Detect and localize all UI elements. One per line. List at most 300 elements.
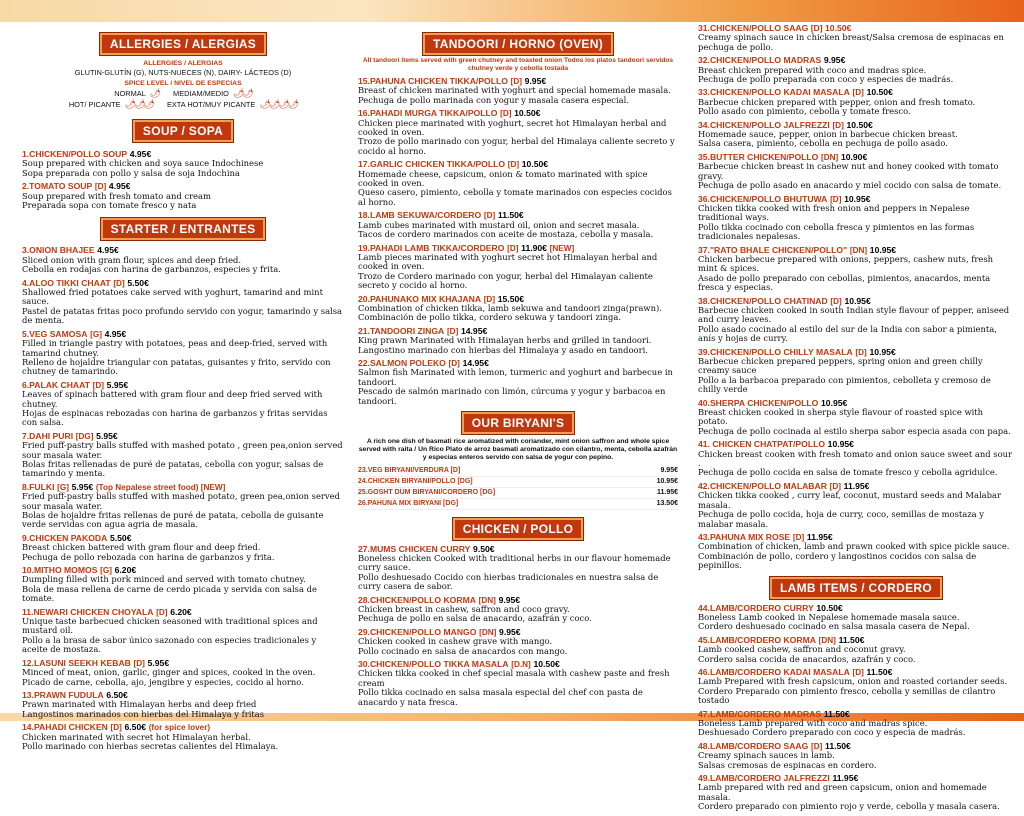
menu-item	[22, 182, 344, 210]
menu-item	[22, 659, 344, 687]
menu-item-desc-en: Boneless chicken Cooked with traditional herbs in our flavour homemade curry sauce.	[358, 553, 671, 573]
menu-item-allergen: [D]	[832, 120, 844, 130]
menu-item-allergen: [D]	[156, 607, 168, 617]
menu-item-desc-en: Filled in triangle pastry with potatoes, peas and deep-fried, served with tamarind chutney.	[22, 338, 328, 358]
biryani-price: 13.50€	[656, 499, 678, 507]
menu-item-name: 14.PAHADI CHICKEN	[22, 722, 108, 733]
menu-item-name: 16.PAHADI MURGA TIKKA/POLLO	[358, 108, 498, 119]
menu-item-price: 14.95€	[460, 325, 488, 336]
menu-item-desc-es: Pechuga de pollo en salsa de anacardo, azafrán y coco.	[358, 613, 592, 624]
menu-item-name: 10.MITHO MOMOS	[22, 565, 98, 576]
menu-item-name: 32.CHICKEN/POLLO MADRAS	[698, 55, 822, 66]
menu-item	[698, 710, 1014, 738]
menu-item-price: 4.95€	[129, 149, 152, 159]
menu-item-allergen: [D]	[510, 77, 522, 86]
menu-item-name: 7.DAHI PURI	[22, 430, 74, 441]
menu-item	[358, 211, 678, 239]
menu-item-desc-en: Chicken tikka cooked in chef special masala with cashew paste and fresh cream	[358, 668, 670, 688]
menu-item-desc-es: Pollo deshuesado Cocido con hierbas tradicionales en nuestra salsa de curry casera de sabor.	[358, 571, 659, 592]
menu-item-name: 40.SHERPA CHICKEN/POLLO	[698, 397, 819, 408]
menu-item-name: 11.NEWARI CHICKEN CHOYALA	[22, 606, 154, 617]
menu-item-desc-es: Cordero salsa cocida de anacardos, azafrán y coco.	[698, 653, 916, 664]
menu-item-desc-es: Queso casero, pimiento, cebolla y tomate marinados con especies cocidos al horno.	[358, 187, 672, 207]
menu-item-price: 5.95€	[71, 481, 94, 492]
menu-item-price: 10.50€	[866, 87, 893, 98]
menu-item	[358, 77, 678, 105]
menu-item-name: 47.LAMB/CORDERO MADRAS	[698, 708, 822, 719]
tandoori-header: TANDOORI / HORNO (OVEN)	[423, 33, 613, 55]
menu-item-desc-en: Fried puff-pastry balls stuffed with mashed potato, green pea,onion served sour masala water.	[22, 491, 340, 511]
chicken-list-middle	[358, 545, 678, 708]
menu-item-name: 4.ALOO TIKKI CHAAT	[22, 277, 111, 288]
menu-item-name: 5.VEG SAMOSA	[22, 328, 88, 339]
menu-item-name: 34.CHICKEN/POLLO JALFREZZI	[698, 119, 830, 130]
menu-item-price: 10.50€	[846, 119, 873, 130]
menu-item-allergen: [D]	[446, 326, 459, 336]
menu-item	[358, 295, 678, 323]
menu-item-name: 28.CHICKEN/POLLO KORMA	[358, 594, 476, 605]
menu-item-name: 43.PAHUNA MIX ROSE	[698, 531, 791, 542]
biryani-name: 26.PAHUNA MIX BIRYANI [DG]	[358, 499, 459, 507]
menu-item-price: 10.50€	[514, 108, 541, 119]
menu-item-desc-es: Bola de masa rellena de carne de cerdo picada y servida con salsa de tomate.	[22, 583, 317, 604]
menu-item-allergen: [D]	[94, 182, 107, 192]
menu-item-price: 9.95€	[823, 55, 846, 66]
spice-medium: MEDIAM/MEDIO	[173, 89, 229, 98]
menu-item-desc-en: Chicken breast in cashew, saffron and coco gravy.	[358, 604, 570, 615]
menu-item-desc-es: Asado de pollo preparado con cebollas, pimientos, anacardos, menta fresca y especias.	[698, 272, 991, 293]
column-left	[22, 24, 344, 755]
menu-item-price: 10.50€	[521, 159, 549, 170]
menu-item	[22, 432, 344, 479]
menu-item-allergen: [D]	[810, 741, 823, 751]
menu-item-price: 11.50€	[825, 740, 851, 751]
menu-item-name: 8.FULKI	[22, 481, 55, 492]
menu-item-name: 46.LAMB/CORDERO KADAI MASALA	[698, 666, 850, 677]
menu-item	[358, 160, 678, 207]
menu-item-desc-es: Cordero deshuesado cocinado en salsa masala casera de Nepal.	[698, 621, 970, 632]
menu-item-name: 15.PAHUNA CHICKEN TIKKA/POLLO	[358, 76, 508, 86]
menu-item-name: 20.PAHUNAKO MIX KHAJANA	[358, 293, 482, 304]
menu-item-allergen: [G]	[57, 482, 69, 492]
menu-item	[698, 56, 1014, 84]
menu-item-allergen: [D.N]	[511, 660, 531, 670]
menu-item	[22, 608, 344, 655]
menu-item-desc-en: Breast chicken battered with gram flour and deep fried.	[22, 542, 261, 553]
menu-item-price: 5.95€	[96, 430, 118, 441]
tandoori-note: All tandoori items served with green chutney and toasted onion Todos los platos tandoori servidos chutney verde y cebolla tostada	[362, 57, 674, 72]
menu-item-desc-en: Lamb cooked cashew, saffron and coconut gravy.	[698, 644, 906, 655]
menu-item-allergen: [D]	[133, 658, 145, 668]
biryani-row	[358, 466, 678, 477]
menu-item-allergen: [G]	[100, 566, 112, 576]
menu-item-allergen: [D]	[483, 294, 496, 304]
allergies-info	[22, 59, 344, 110]
menu-item-desc-es: Pollo tikka cocinado en salsa masala especial del chef con pasta de anacardo y nata fresca.	[358, 687, 643, 707]
menu-item-desc-en: Chicken barbecue prepared with onions, peppers, cashew nuts, fresh mint & spices.	[698, 253, 994, 274]
menu-item-desc-es: Pollo a la barbacoa preparado con pimientos, cebolleta y cremoso de chilly verde	[698, 374, 991, 395]
menu-item-desc-es: Pollo tikka cocinado con cebolla fresca y pimientos en las formas tradicionales nepalesas.	[698, 221, 975, 242]
menu-item-desc-en: 31.CHICKEN/POLLO SAAG [D] 10.50€	[698, 23, 852, 33]
menu-item-desc-en: Boneless Lamb cooked in Nepalese homemade masala sauce.	[698, 611, 960, 622]
menu-item-name: 44.LAMB/CORDERO CURRY	[698, 602, 814, 613]
biryani-header: OUR BIRYANI'S	[462, 412, 575, 434]
menu-item	[698, 153, 1014, 191]
menu-item-desc-en: Unique taste barbecued chicken seasoned with traditional spices and mustard oil.	[22, 616, 318, 636]
menu-item	[22, 246, 344, 274]
menu-item-desc-en: Barbecue chicken prepared with pepper, onion and fresh tomato.	[698, 96, 976, 107]
biryani-price: 10.95€	[656, 477, 678, 485]
spice-hot: HOT/ PICANTE	[68, 100, 121, 109]
menu-item-desc-en: Chicken tikka cooked , curry leaf, coconut, mustard seeds and Malabar masala.	[698, 490, 1002, 510]
spice-normal: NORMAL	[114, 89, 146, 98]
menu-item-desc-en: Chicken piece marinated with yoghurt, secret hot Himalayan herbal and cooked in oven.	[358, 117, 667, 138]
menu-item-desc-es: Pechuga de pollo preparada con coco y especies de madrás.	[698, 74, 954, 85]
spice-row-2	[22, 99, 344, 110]
menu-item-desc-en: Lamb Prepared with fresh capsicum, onion and roasted coriander seeds.	[698, 676, 1008, 687]
menu-item-allergen: [DN]	[818, 635, 836, 645]
menu-item-desc-es: Sopa preparada con pollo y salsa de soja Indochina	[22, 167, 240, 178]
menu-item-allergen: [D]	[855, 347, 867, 357]
menu-item-name: 29.CHICKEN/POLLO MANGO	[358, 626, 477, 637]
menu-item	[22, 381, 344, 428]
menu-item-price: 5.50€	[127, 277, 149, 288]
menu-item-name: 35.BUTTER CHICKEN/POLLO	[698, 151, 819, 162]
menu-item-name: 33.CHICKEN/POLLO KADAI MASALA	[698, 87, 850, 98]
menu-item-desc-en: Leaves of spinach battered with gram flour and deep fried served with chutney.	[22, 389, 323, 409]
menu-item-desc-es: Hojas de espinacas rebozadas con harina de garbanzos y fritas servidas con salsa.	[22, 407, 328, 428]
menu-item-price: 6.50€	[124, 722, 147, 733]
lamb-header: LAMB ITEMS / CORDERO	[770, 577, 942, 599]
menu-item-allergen: [G]	[90, 329, 102, 339]
menu-item-desc-es: Langostino marinado con hierbas del Himalaya y asado en tandoori.	[358, 344, 648, 355]
menu-item-allergen: [D]	[852, 667, 864, 677]
menu-item-price: 9.50€	[473, 543, 495, 554]
menu-item-desc-en: Chicken tikka cooked with fresh onion and peppers in Nepalese traditional ways.	[698, 202, 970, 223]
menu-item-name: 2.TOMATO SOUP	[22, 181, 93, 192]
biryani-row	[358, 499, 678, 510]
menu-item-name: 30.CHICKEN/POLLO TIKKA MASALA	[358, 659, 509, 670]
menu-item-price: 10.50€	[816, 602, 843, 613]
menu-item	[698, 246, 1014, 293]
tandoori-list	[358, 77, 678, 406]
menu-item-name: 41. CHICKEN CHATPAT/POLLO	[698, 439, 825, 450]
menu-item-name: 6.PALAK CHAAT	[22, 379, 90, 390]
menu-item-desc-en: Breast chicken prepared with coco and madras spice.	[698, 64, 927, 75]
menu-item-allergen: [D]	[110, 723, 122, 733]
menu-item	[698, 604, 1014, 632]
menu-item	[358, 244, 678, 291]
menu-item-price: 5.95€	[147, 657, 170, 668]
menu-item	[22, 330, 344, 377]
menu-item-name: 22.SALMON POLEKO	[358, 357, 446, 368]
menu-item-desc-en: Barbecue chicken cooked in south Indian style flavour of pepper, aniseed and curry leaves.	[698, 304, 1010, 325]
menu-item-desc-en: Combination of chicken, lamb and prawn cooked with spice pickle sauce.	[698, 541, 1010, 552]
menu-item-allergen: [DN]	[478, 595, 496, 605]
top-decor-bar	[0, 0, 1024, 22]
menu-item	[358, 660, 678, 707]
menu-item-desc-en: Breast of chicken marinated with yoghurt and special homemade masala.	[358, 85, 671, 96]
menu-item-allergen: [D]	[830, 194, 842, 204]
menu-item	[22, 566, 344, 604]
menu-item-allergen: [D]	[92, 380, 104, 390]
menu-item	[698, 121, 1014, 149]
menu-item-price: 11.95€	[843, 480, 870, 491]
menu-item-desc-es: Pollo a la brasa de sabor único sazonado con especies tradicionales y aceite de mostaza.	[22, 634, 317, 655]
menu-item-desc-en: Prawn marinated with Himalayan herbs and deep fried	[22, 699, 257, 710]
menu-item-price: 10.95€	[844, 295, 871, 306]
biryani-row	[358, 488, 678, 499]
menu-item-price: 6.50€	[106, 689, 128, 700]
column-middle	[358, 24, 678, 711]
menu-item-name: 36.CHICKEN/POLLO BHUTUWA	[698, 193, 828, 204]
menu-item	[22, 279, 344, 326]
menu-item-name: 13.PRAWN FUDULA	[22, 689, 104, 700]
menu-item	[698, 297, 1014, 344]
menu-item-extra: (for spice lover)	[148, 723, 211, 733]
allergies-header: ALLERGIES / ALERGIAS	[100, 33, 266, 55]
menu-item	[22, 691, 344, 719]
menu-item-desc-es: Pechuga de pollo cocinada al estilo sherpa sabor especia asada con papa.	[698, 425, 1011, 436]
menu-item-name: 1.CHICKEN/POLLO SOUP	[22, 149, 128, 159]
menu-item-allergen: [D]	[830, 296, 842, 306]
menu-item-desc-es: Creamy spinach sauce in chicken breast/Salsa cremosa de espinacas en pechuga de pollo.	[698, 32, 1004, 52]
menu-item-price: 10.95€	[844, 193, 871, 204]
menu-item-price: 10.90€	[840, 151, 868, 162]
menu-item-desc-es: Pechuga de pollo cocida en salsa de tomate fresco y cebolla agridulce.	[698, 467, 998, 478]
menu-item	[22, 723, 344, 751]
menu-item	[22, 483, 344, 530]
menu-item-allergen: [DN]	[479, 627, 497, 637]
menu-item-desc-en: Soup prepared with fresh tomato and cream	[22, 190, 211, 201]
menu-item-desc-en: Shallowed fried potatoes cake served with yoghurt, tamarind and mint sauce.	[22, 287, 323, 307]
spice-level-heading: SPICE LEVEL / NIVEL DE ESPECIAS	[124, 80, 242, 87]
chicken-header: CHICKEN / POLLO	[453, 518, 584, 540]
menu-item-price: 5.95€	[106, 379, 129, 390]
menu-item	[698, 195, 1014, 242]
menu-item-desc-en: Sliced onion with gram flour, spices and deep fried.	[22, 254, 242, 265]
biryani-name: 25.GOSHT DUM BIRYANI/CORDERO [DG]	[358, 488, 496, 496]
menu-item-desc-en: Barbecue chicken prepared peppers, spring onion and green chilly creamy sauce	[698, 356, 983, 376]
menu-item-name: 17.GARLIC CHICKEN TIKKA/POLLO	[358, 159, 506, 170]
menu-item	[698, 636, 1014, 664]
menu-item-desc-es: Preparada sopa con tomate fresco y nata	[22, 200, 197, 211]
menu-item-price: 10.95€	[869, 346, 896, 357]
menu-item-desc-en: Dumpling filled with pork minced and served with tomato chutney.	[22, 574, 306, 585]
menu-item	[22, 150, 344, 178]
menu-item-desc-es: Pollo marinado con hierbas secretas calientes del Himalaya.	[22, 740, 279, 751]
biryani-price: 9.95€	[660, 466, 678, 474]
spice-row-1	[22, 88, 344, 99]
menu-item-desc-es: Salsas cremosas de espinacas en cordero.	[698, 759, 877, 770]
menu-item-desc-es: Trozo de pollo marinado con yogur, herbal del Himalaya caliente secreto y cocido al horno.	[358, 136, 675, 156]
menu-item-desc-es: Cordero preparado con pimiento rojo y verde, cebolla y masala casera.	[698, 801, 1000, 812]
menu-item-name: 38.CHICKEN/POLLO CHATINAD	[698, 295, 828, 306]
menu-item-price: 6.20€	[114, 565, 137, 576]
menu-item	[698, 774, 1014, 812]
menu-item-desc-es: Cebolla en rodajas con harina de garbanzos, especies y frita.	[22, 264, 281, 275]
menu-item	[358, 109, 678, 156]
menu-item-price: 6.20€	[170, 606, 192, 617]
menu-item-price: 4.95€	[97, 245, 119, 256]
menu-item-allergen: [D]	[483, 211, 496, 221]
menu-item-desc-en: Salmon fish Marinated with lemon, turmeric and yoghurt and barbecue in tandoori.	[358, 367, 673, 387]
soup-list	[22, 150, 344, 210]
menu-item-desc-en: Breast chicken cooked in sherpa style flavour of roasted spice with potato.	[698, 407, 984, 427]
menu-item-desc-es: Pollo cocinado en salsa de anacardos con mango.	[358, 645, 568, 656]
menu-item-allergen: [DG]	[75, 431, 94, 441]
menu-item-desc-en: Creamy spinach sauces in lamb.	[698, 750, 835, 761]
menu-item-price: 10.95€	[827, 439, 854, 450]
menu-item-desc-es: Combinación de pollo tikka, cordero sekuwa y tandoori zinga.	[358, 312, 621, 323]
menu-item-name: 9.CHICKEN PAKODA	[22, 532, 108, 543]
menu-item-name: 18.LAMB SEKUWA/CORDERO	[358, 210, 482, 221]
menu-item-desc-es: Pechuga de pollo marinada con yogur y masala casera especial.	[358, 94, 629, 105]
menu-item-desc-en: Lamb pieces marinated with yoghurt secret hot Himalayan herbal and cooked in oven.	[358, 251, 658, 272]
menu-item-price: 15.50€	[497, 293, 525, 304]
menu-item-allergen: [D]	[113, 278, 125, 288]
menu-item-name: 27.MUMS CHICKEN CURRY	[358, 543, 471, 554]
menu-item-desc-en: Boneless Lamb prepared with coco and madras spice.	[698, 718, 928, 728]
menu-item-desc-es: Cordero Preparado con pimiento fresco, cebolla y semillas de cilantro tostado	[698, 685, 996, 706]
menu-item-desc-en: Soup prepared with chicken and soya sauce Indochinese	[22, 158, 264, 169]
menu-item-price: 14.95€	[462, 357, 489, 368]
chili-icon: 🌶🌶🌶🌶	[259, 99, 298, 109]
menu-item-price: 10.95€	[821, 397, 848, 408]
menu-item	[358, 545, 678, 592]
menu-item-desc-en: Chicken breast cooken with fresh tomato and onion sauce sweet and sour .	[698, 448, 1013, 469]
menu-item-desc-en: King prawn Marinated with Himalayan herbs and grilled in tandoori.	[358, 335, 652, 346]
menu-item-price: 5.50€	[109, 532, 132, 543]
lamb-list	[698, 604, 1014, 812]
menu-item-price: 4.95€	[108, 181, 131, 192]
menu-item-desc-en: Barbecue chicken breast in cashew nut and honey cooked with tomato gravy.	[698, 161, 999, 181]
menu-item-price: 9.95€	[498, 594, 521, 605]
menu-item-desc-es: Pastel de patatas fritas poco profundo servido con yogur, tamarindo y salsa de menta.	[22, 305, 343, 326]
spice-extra: EXTA HOT/MUY PICANTE	[166, 100, 256, 109]
menu-item-desc-en: Homemade sauce, pepper, onion in barbecue chicken breast.	[698, 129, 958, 140]
biryani-price: 11.95€	[656, 488, 678, 496]
menu-item-price: 11.50€	[823, 708, 850, 719]
menu-item-allergen: [D]	[852, 88, 864, 98]
menu-item	[698, 742, 1014, 770]
menu-item-name: 37."RATO BHALE CHICKEN/POLLO"	[698, 244, 848, 255]
menu-item-extra: [NEW]	[549, 243, 575, 253]
starter-list	[22, 246, 344, 751]
menu-item-desc-es: Combinación de pollo, cordero y langostinos cocidos con salsa de pepinillos.	[698, 550, 977, 571]
menu-item-price: 11.95€	[832, 773, 859, 784]
menu-item-desc-es: Deshuesado Cordero preparado con coco y especia de madrás.	[698, 727, 966, 738]
menu-item-price: 10.50€	[533, 659, 560, 670]
menu-item	[22, 534, 344, 562]
menu-item-name: 42.CHICKEN/POLLO MALABAR	[698, 480, 827, 491]
menu-item-price: 11.50€	[497, 210, 524, 221]
chili-icon: 🌶🌶	[232, 88, 252, 98]
menu-item-allergen: [D]	[500, 109, 512, 119]
menu-item-desc-es: Pechuga de pollo asado en anacardo y miel cocido con salsa de tomate.	[698, 180, 1002, 191]
menu-item-name: 49.LAMB/CORDERO JALFREZZI	[698, 773, 830, 784]
biryani-name: 23.VEG BIRYANI/VERDURA [D]	[358, 466, 461, 474]
biryani-list	[358, 466, 678, 510]
menu-item-desc-es: Picado de carne, cebolla, ajo, jengibre y especies, cocido al horno.	[22, 676, 304, 687]
chicken-list-right	[698, 24, 1014, 571]
menu-item-desc-en: Chicken cooked in cashew grave with mango.	[358, 636, 553, 647]
menu-item-price: 11.50€	[866, 666, 893, 677]
menu-item-desc-en: Combination of chicken tikka, lamb sekuwa and tandoori zinga(prawn).	[358, 302, 662, 313]
menu-item-allergen: [D]	[507, 243, 519, 253]
menu-item	[698, 440, 1014, 478]
menu-item-price: 11.95€	[806, 531, 833, 542]
menu-item-desc-en: Minced of meat, onion, garlic, ginger and spices, cooked in the oven.	[22, 667, 316, 678]
menu-item-desc-es: Trozo de Cordero marinado con yogur, herbal del Himalayan caliente secreto y cocido al horno.	[358, 270, 653, 291]
menu-item-desc-en: Homemade cheese, capsicum, onion & tomato marinated with spice cooked in oven.	[358, 168, 648, 189]
chili-icon: 🌶	[149, 88, 160, 98]
allergies-line: GLUTIN-GLUTÍN (G), NUTS-NUECES (N), DAIRY- LÁCTEOS (D)	[74, 68, 292, 77]
menu-item-desc-es: Pollo asado cocinado al estilo del sur de la India con sabor a pimienta, anís y hojas de curry.	[698, 323, 997, 344]
menu-item-allergen: [D]	[792, 532, 805, 542]
menu-item	[698, 399, 1014, 437]
menu-item-name: 19.PAHADI LAMB TIKKA/CORDERO	[358, 242, 505, 253]
menu-item-desc-es: Langostinos marinados con hierbas del Himalaya y fritas	[22, 708, 265, 719]
menu-item-name: 3.ONION BHAJEE	[22, 245, 95, 256]
menu-item-desc-es: Pescado de salmón marinado con limón, cúrcuma y yogur y barbacoa en tandoori.	[358, 386, 666, 406]
menu-item-name: 12.LASUNI SEEKH KEBAB	[22, 657, 131, 668]
menu-item-desc-es: Pechuga de pollo cocida, hoja de curry, coco, semillas de mostaza y malabar masala.	[698, 509, 985, 529]
menu-item	[698, 482, 1014, 529]
menu-item	[698, 668, 1014, 706]
menu-item	[358, 628, 678, 656]
menu-item-price: 11.50€	[838, 634, 865, 645]
menu-item-allergen: [D]	[829, 481, 841, 491]
column-right	[698, 24, 1014, 816]
menu-item-price: 9.95€	[499, 626, 521, 637]
menu-item-allergen: [D]	[448, 358, 460, 368]
menu-item	[358, 596, 678, 624]
starter-header: STARTER / ENTRANTES	[101, 218, 266, 240]
menu-item-name: 45.LAMB/CORDERO KORMA	[698, 634, 816, 645]
soup-header: SOUP / SOPA	[133, 120, 233, 142]
biryani-intro: A rich one dish of basmati rice aromatized with coriander, mint onion saffron and whole spice served with raita / Un Rico Plato de arroz basmati aromatizado con cilantro, menta, cebolla azafrán y especias enteros servido con salsa de yogur con pepino.	[358, 438, 678, 462]
menu-item-name: 48.LAMB/CORDERO SAAG	[698, 740, 809, 751]
menu-item-desc-es: Salsa casera, pimiento, cebolla en pechuga de pollo asado.	[698, 138, 948, 149]
menu-item-desc-es: Bolas fritas rellenadas de puré de patatas, cebolla con yogur, salsas de tamarindo y menta.	[22, 458, 324, 479]
menu-item-price: 9.95€	[524, 76, 547, 86]
menu-item-desc-en: Lamb prepared with red and green capsicum, onion and homemade masala.	[698, 782, 987, 802]
menu-item-desc-en: Fried puff-pastry balls stuffed with mashed potato , green pea,onion served sour masala water.	[22, 440, 343, 460]
menu-item	[358, 359, 678, 406]
menu-item-name: 21.TANDOORI ZINGA	[358, 325, 445, 336]
menu-item-name: 39.CHICKEN/POLLO CHILLY MASALA	[698, 346, 853, 357]
menu-item-extra: (Top Nepalese street food) [NEW]	[95, 482, 226, 492]
menu-item-desc-es: Pechuga de pollo rebozada con harina de garbanzos y frita.	[22, 551, 275, 562]
biryani-name: 24.CHICKEN BIRYANI/POLLO [DG]	[358, 477, 473, 485]
menu-item-desc-en: Chicken marinated with secret hot Himalayan herbal.	[22, 731, 251, 742]
menu-item-allergen: [D]	[507, 160, 520, 170]
menu-item-price: 4.95€	[104, 328, 127, 339]
menu-item	[698, 88, 1014, 116]
menu-item-desc-es: Pollo asado con pimiento, cebolla y tomate fresco.	[698, 106, 911, 117]
menu-item-allergen: [DN]	[821, 152, 839, 162]
allergies-subheading: ALLERGIES / ALERGIAS	[143, 60, 223, 67]
menu-item-desc-es: Tacos de cordero marinados con aceite de mostaza, cebolla y masala.	[358, 229, 654, 240]
menu-item-price: 10.95€	[869, 244, 897, 255]
chili-icon: 🌶🌶🌶	[124, 99, 153, 109]
menu-item-desc-es: Relleno de hojaldre triangular con patatas, guisantes y frito, servido con chutney de tamarindo.	[22, 356, 331, 377]
menu-item	[358, 327, 678, 355]
menu-item	[698, 533, 1014, 571]
menu-item-desc-en: Lamb cubes marinated with mustard oil, onion and secret masala.	[358, 219, 640, 230]
menu-item	[698, 24, 1014, 52]
